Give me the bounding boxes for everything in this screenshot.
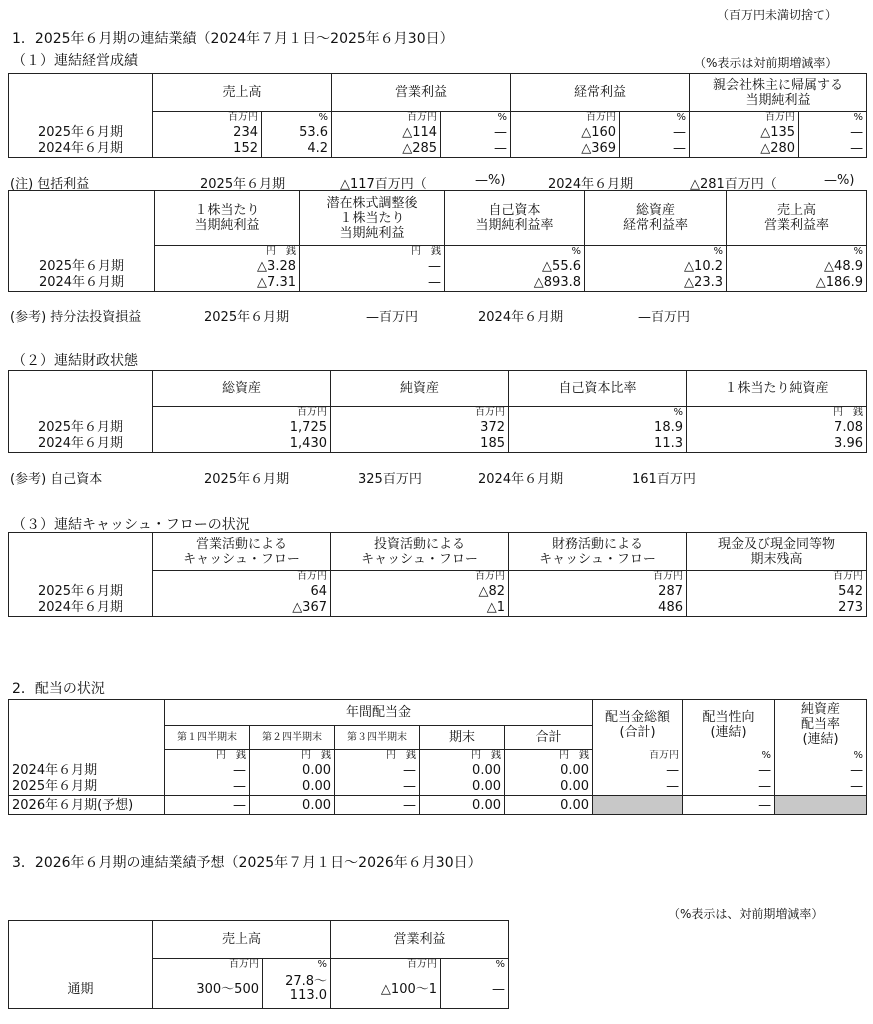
header-equity-ratio: 自己資本比率 — [509, 371, 687, 407]
own-capital-period-2: 2024年６月期 — [478, 472, 564, 487]
comprehensive-income-label: (注) 包括利益 — [10, 177, 90, 192]
table-row: 2024年６月期 152 4.2 △285 — △369 — △280 — — [9, 141, 867, 158]
table-row: 2025年６月期 64 △82 287 542 — [9, 583, 867, 600]
header-doe: 純資産 配当率 (連結) — [775, 700, 867, 750]
table-row: 2025年６月期 △3.28 — △55.6 △10.2 △48.9 — [9, 258, 867, 275]
ratios-header-row — [9, 191, 867, 246]
section-1-title: 1．2025年６月期の連結業績（2024年７月１日～2025年６月30日） — [12, 31, 454, 47]
own-capital-period-1: 2025年６月期 — [204, 472, 290, 487]
table-row: 2024年６月期 1,430 185 11.3 3.96 — [9, 436, 867, 453]
table-row: 2025年６月期 234 53.6 △114 — △160 — △135 — — [9, 124, 867, 141]
own-capital-value-1: 325百万円 — [358, 472, 422, 487]
unit-note: （百万円未満切捨て） — [717, 8, 838, 22]
header-q2-end: 第２四半期末 — [250, 726, 335, 750]
header-diluted-eps: 潜在株式調整後 １株当たり 当期純利益 — [300, 191, 445, 246]
cash-flow-table: 営業活動による キャッシュ・フロー 投資活動による キャッシュ・フロー 財務活動による キャッシュ・フロー 現金及び現金同等物 期末残高 百万円 百万円 百万円 百万円 2025年６月期 64 △82 287 542 2024年６月期 △367 △1 486 273 — [8, 532, 867, 617]
section-2-title: 2．配当の状況 — [12, 681, 105, 697]
header-total: 合計 — [505, 726, 593, 750]
header-operating-cf: 営業活動による キャッシュ・フロー — [153, 533, 331, 571]
shaded-cell — [593, 796, 683, 815]
section-1-2-title: （２）連結財政状態 — [12, 353, 138, 369]
forecast-header-operating-income: 営業利益 — [331, 921, 509, 959]
header-roe: 自己資本 当期純利益率 — [445, 191, 585, 246]
comprehensive-income-rate-1: —%) — [475, 173, 506, 188]
equity-method-period-1: 2025年６月期 — [204, 310, 290, 325]
financial-position-table: 総資産 純資産 自己資本比率 １株当たり純資産 百万円 百万円 % 円 銭 2025年６月期 1,725 372 18.9 7.08 2024年６月期 1,430 185 11.3 3.96 — [8, 370, 867, 453]
equity-method-value-1: —百万円 — [366, 310, 419, 325]
table-row: 通期 300～500 27.8～ 113.0 △100～1 — — [9, 971, 509, 1009]
ratios-table: １株当たり 当期純利益 潜在株式調整後 １株当たり 当期純利益 自己資本 当期純利益率 総資産 経常利益率 売上高 営業利益率 円 銭 円 銭 % % % 2025年６月期 △3.28 — △55.6 △10.2 △48.9 2024年６月期 △7.31 — △893.8 △23.3 △186.9 — [8, 190, 867, 292]
comprehensive-income-period-1: 2025年６月期 — [200, 177, 286, 192]
table-row: 2024年６月期 — 0.00 — 0.00 0.00 — — — — [9, 762, 867, 779]
table-row: 2024年６月期 △367 △1 486 273 — [9, 600, 867, 617]
header-roa: 総資産 経常利益率 — [585, 191, 727, 246]
header-financing-cf: 財務活動による キャッシュ・フロー — [509, 533, 687, 571]
section-1-3-title: （３）連結キャッシュ・フローの状況 — [12, 517, 250, 533]
header-eps: １株当たり 当期純利益 — [155, 191, 300, 246]
forecast-table: 売上高 営業利益 百万円 % 百万円 % 通期 300～500 27.8～ 113.0 △100～1 — — [8, 920, 509, 1009]
comprehensive-income-value-1: △117百万円（ — [340, 177, 427, 192]
header-operating-income: 営業利益 — [332, 74, 511, 112]
header-sales: 売上高 — [153, 74, 332, 112]
own-capital-label: (参考) 自己資本 — [10, 472, 103, 487]
header-cash-balance: 現金及び現金同等物 期末残高 — [687, 533, 867, 571]
header-annual-dividend: 年間配当金 — [165, 700, 593, 726]
header-total-dividend: 配当金総額 (合計) — [593, 700, 683, 750]
header-investing-cf: 投資活動による キャッシュ・フロー — [331, 533, 509, 571]
header-ordinary-income: 経常利益 — [511, 74, 690, 112]
change-rate-note: （%表示は対前期増減率） — [694, 56, 838, 70]
equity-method-period-2: 2024年６月期 — [478, 310, 564, 325]
comprehensive-income-value-2: △281百万円（ — [690, 177, 777, 192]
header-payout-ratio: 配当性向 (連結) — [683, 700, 775, 750]
header-operating-margin: 売上高 営業利益率 — [727, 191, 867, 246]
forecast-header-sales: 売上高 — [153, 921, 331, 959]
shaded-cell — [775, 796, 867, 815]
header-q1-end: 第１四半期末 — [165, 726, 250, 750]
results-header-row — [9, 74, 867, 112]
comprehensive-income-period-2: 2024年６月期 — [548, 177, 634, 192]
section-3-title: 3．2026年６月期の連結業績予想（2025年７月１日～2026年６月30日） — [12, 855, 482, 871]
equity-method-value-2: —百万円 — [638, 310, 691, 325]
forecast-note: （%表示は、対前期増減率） — [668, 907, 824, 921]
dividends-table: 年間配当金 配当金総額 (合計) 配当性向 (連結) 純資産 配当率 (連結) 第１四半期末 第２四半期末 第３四半期末 期末 合計 円 銭 円 銭 円 銭 円 銭 円 銭 百万円 % % 2024年６月期 — 0.00 — 0.00 0.00 — — — 2025年６月期 — 0.00 — 0.00 0.00 — — — 2026年６月期(予想) — 0.00 — 0.00 0.00 — — [8, 699, 867, 815]
table-row: 2026年６月期(予想) — 0.00 — 0.00 0.00 — — [9, 796, 867, 815]
header-total-assets: 総資産 — [153, 371, 331, 407]
table-row: 2025年６月期 1,725 372 18.9 7.08 — [9, 419, 867, 436]
own-capital-value-2: 161百万円 — [632, 472, 696, 487]
header-year-end: 期末 — [420, 726, 505, 750]
header-bps: １株当たり純資産 — [687, 371, 867, 407]
table-row: 2024年６月期 △7.31 — △893.8 △23.3 △186.9 — [9, 275, 867, 292]
section-1-1-title: （１）連結経営成績 — [12, 53, 138, 69]
header-net-income: 親会社株主に帰属する 当期純利益 — [690, 74, 867, 112]
table-row: 2025年６月期 — 0.00 — 0.00 0.00 — — — — [9, 779, 867, 796]
comprehensive-income-rate-2: —%) — [824, 173, 855, 188]
header-q3-end: 第３四半期末 — [335, 726, 420, 750]
results-corner — [9, 74, 153, 112]
results-unit-row: 百万円 % 百万円 % 百万円 % 百万円 % — [9, 112, 867, 124]
equity-method-label: (参考) 持分法投資損益 — [10, 310, 142, 325]
header-net-assets: 純資産 — [331, 371, 509, 407]
results-table — [8, 73, 867, 158]
